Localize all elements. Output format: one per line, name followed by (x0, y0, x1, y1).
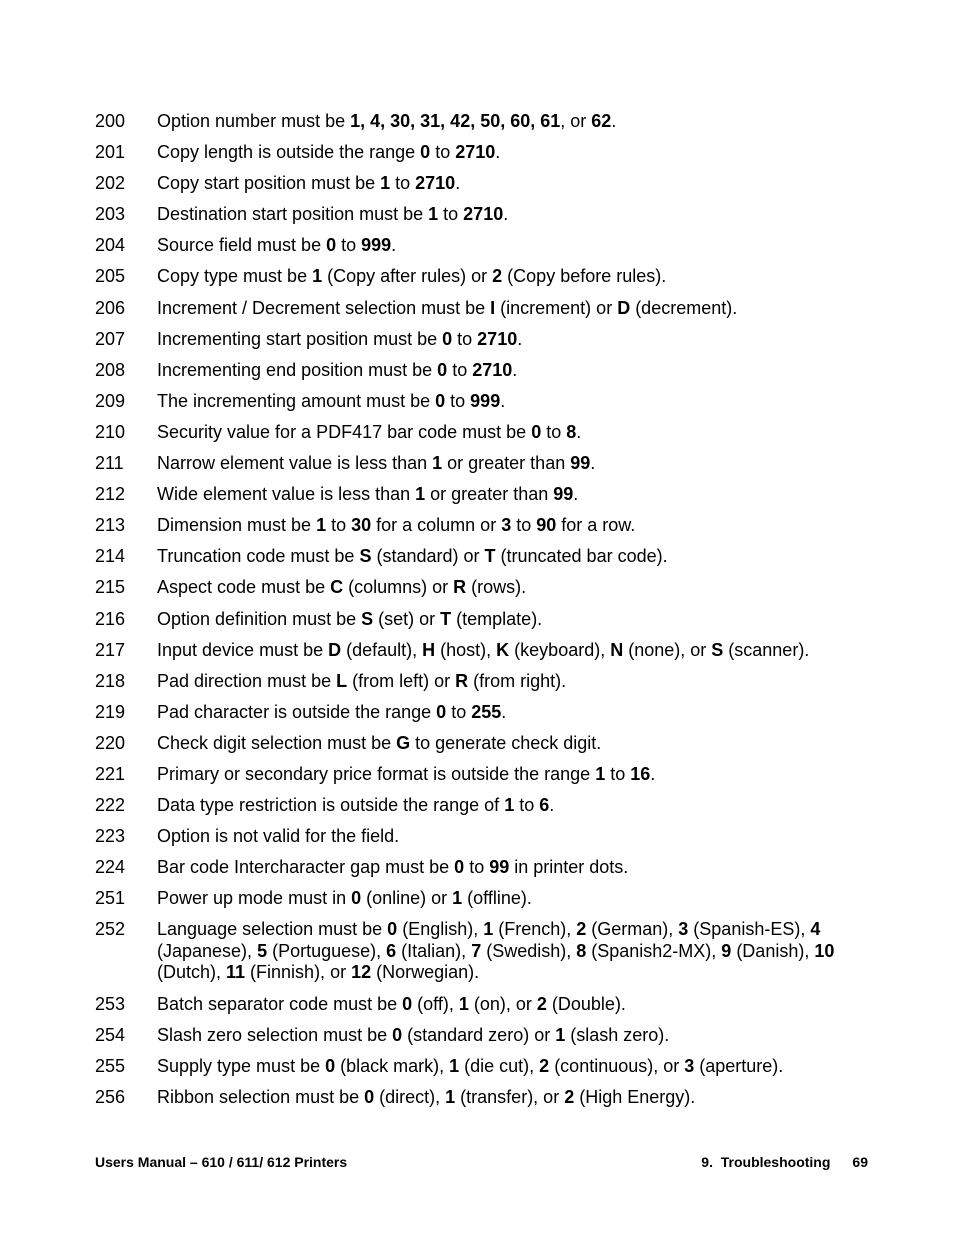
message-text: Slash zero selection must be (157, 1024, 393, 1045)
message-text: (rows). (466, 577, 527, 598)
error-entry (0, 453, 954, 475)
message-value: 12 (351, 962, 372, 983)
error-message (157, 484, 865, 506)
message-text: . (611, 111, 617, 131)
message-value: 3 (678, 919, 689, 940)
message-value: 0 (364, 1086, 375, 1107)
error-entry (0, 826, 954, 848)
error-code-list (0, 111, 954, 1118)
error-entry (0, 484, 954, 506)
message-text: Option number must be (157, 111, 351, 131)
message-value: N (610, 639, 624, 660)
message-value: 0 (531, 421, 542, 442)
message-value: 90 (536, 515, 557, 536)
message-text: (slash zero). (565, 1024, 670, 1045)
message-text: . (573, 484, 579, 505)
message-value: 1 (432, 453, 443, 474)
message-text: (Copy after rules) or (322, 266, 493, 287)
error-entry (0, 515, 954, 537)
message-text: or greater than (442, 453, 571, 474)
error-entry (0, 888, 954, 910)
error-message (157, 795, 865, 817)
error-code: 256 (95, 1086, 126, 1107)
error-entry (0, 577, 954, 599)
error-entry (0, 671, 954, 693)
error-code: 211 (95, 453, 124, 474)
error-code: 202 (95, 173, 126, 194)
message-value: 2710 (455, 142, 496, 163)
message-text: to (447, 359, 473, 380)
message-text: to (511, 515, 537, 536)
message-text: Source field must be (157, 235, 327, 256)
message-value: R (453, 577, 467, 598)
error-message (157, 546, 865, 568)
message-text: . (517, 328, 523, 349)
error-code: 214 (95, 546, 126, 567)
message-text: Ribbon selection must be (157, 1086, 365, 1107)
message-value: D (328, 639, 342, 660)
error-code: 254 (95, 1024, 126, 1045)
message-value: 6 (539, 795, 550, 816)
message-text: Security value for a PDF417 bar code must be (157, 421, 532, 442)
message-text: (offline). (462, 888, 532, 909)
message-text: (Swedish), (481, 940, 577, 961)
error-message (157, 733, 865, 755)
message-value: 1 (458, 993, 469, 1014)
message-value: L (336, 670, 348, 691)
message-text: (standard) or (371, 546, 485, 567)
message-text: . (650, 763, 656, 784)
message-text: to (390, 173, 416, 194)
message-value: 2710 (415, 173, 456, 194)
error-entry (0, 235, 954, 257)
message-value: 255 (471, 701, 502, 722)
message-value: 999 (470, 390, 501, 411)
message-value: 1 (595, 763, 606, 784)
message-value: 0 (420, 142, 431, 163)
message-value: H (422, 639, 436, 660)
message-value: 0 (442, 328, 453, 349)
message-text: (German), (586, 919, 679, 940)
error-message (157, 204, 865, 226)
error-entry (0, 702, 954, 724)
message-value: 0 (325, 1055, 336, 1076)
message-value: 99 (553, 484, 574, 505)
error-code: 200 (95, 111, 126, 131)
message-text: . (495, 142, 501, 163)
message-value: 1 (428, 204, 439, 225)
message-text: (Japanese), (157, 940, 258, 961)
message-text: Increment / Decrement selection must be (157, 297, 491, 318)
message-text: (direct), (374, 1086, 446, 1107)
message-value: 999 (361, 235, 392, 256)
error-code: 210 (95, 421, 126, 442)
error-entry (0, 640, 954, 662)
message-value: 30 (351, 515, 372, 536)
error-code: 251 (95, 888, 126, 909)
message-text: , or (560, 111, 592, 131)
message-text: (truncated bar code). (495, 546, 668, 567)
message-value: 99 (570, 453, 591, 474)
message-value: 1 (445, 1086, 456, 1107)
message-text: (increment) or (495, 297, 618, 318)
error-entry (0, 1025, 954, 1047)
message-value: S (361, 608, 374, 629)
message-value: 7 (471, 940, 482, 961)
message-text: (standard zero) or (402, 1024, 556, 1045)
message-text: to (514, 795, 540, 816)
message-text: Pad direction must be (157, 670, 337, 691)
message-value: 0 (454, 857, 465, 878)
error-entry (0, 142, 954, 164)
message-text: (Italian), (396, 940, 472, 961)
message-value: S (711, 639, 724, 660)
error-entry (0, 919, 954, 984)
message-text: . (576, 421, 582, 442)
message-text: (aperture). (694, 1055, 784, 1076)
message-value: 2710 (472, 359, 513, 380)
message-value: 10 (814, 940, 835, 961)
message-text: (Copy before rules). (502, 266, 667, 287)
error-code: 201 (95, 142, 126, 163)
message-text: . (501, 701, 507, 722)
error-message (157, 235, 865, 257)
error-message (157, 577, 865, 599)
error-message (157, 173, 865, 195)
message-text: (from right). (468, 670, 567, 691)
error-message (157, 826, 865, 848)
error-code: 204 (95, 235, 126, 256)
message-text: Wide element value is less than (157, 484, 416, 505)
message-text: Supply type must be (157, 1055, 326, 1076)
error-message (157, 142, 865, 164)
message-value: 4 (810, 919, 821, 940)
message-text: Copy type must be (157, 266, 313, 287)
error-message (157, 391, 865, 413)
message-value: S (359, 546, 372, 567)
error-code: 206 (95, 297, 126, 318)
message-text: (Portuguese), (267, 940, 387, 961)
error-message (157, 702, 865, 724)
error-code: 221 (95, 763, 126, 784)
error-code: 207 (95, 328, 126, 349)
message-value: K (496, 639, 510, 660)
message-text: (on), or (468, 993, 537, 1014)
message-text: Destination start position must be (157, 204, 429, 225)
message-text: (continuous), or (549, 1055, 685, 1076)
error-entry (0, 857, 954, 879)
message-text: to (430, 142, 456, 163)
message-text: Aspect code must be (157, 577, 331, 598)
message-text: (French), (493, 919, 577, 940)
message-text: to (605, 763, 631, 784)
message-value: 16 (630, 763, 651, 784)
error-entry (0, 733, 954, 755)
message-text: . (512, 359, 518, 380)
message-text: The incrementing amount must be (157, 390, 436, 411)
message-text: Data type restriction is outside the range of (157, 795, 505, 816)
message-text: to (438, 204, 464, 225)
error-code: 216 (95, 608, 126, 629)
error-code: 224 (95, 857, 126, 878)
message-value: 0 (387, 919, 398, 940)
error-message (157, 994, 865, 1016)
error-code: 212 (95, 484, 126, 505)
message-text: (Double). (546, 993, 626, 1014)
error-entry (0, 1056, 954, 1078)
message-text: to generate check digit. (410, 732, 602, 753)
error-entry (0, 795, 954, 817)
error-entry (0, 360, 954, 382)
message-text: for a row. (556, 515, 636, 536)
message-value: 1, 4, 30, 31, 42, 50, 60, 61 (350, 111, 561, 131)
message-text: Input device must be (157, 639, 329, 660)
error-message (157, 1087, 865, 1109)
error-message (157, 1025, 865, 1047)
message-value: 1 (449, 1055, 460, 1076)
message-text: (default), (341, 639, 423, 660)
error-message (157, 111, 865, 133)
message-value: 1 (504, 795, 515, 816)
message-text: Incrementing start position must be (157, 328, 443, 349)
message-text: in printer dots. (509, 857, 629, 878)
message-value: 8 (576, 940, 587, 961)
message-value: I (490, 297, 496, 318)
message-value: 5 (257, 940, 268, 961)
message-value: 11 (226, 962, 246, 983)
error-code: 213 (95, 515, 126, 536)
message-value: 1 (316, 515, 327, 536)
message-value: 8 (566, 421, 577, 442)
message-text: (host), (435, 639, 497, 660)
message-text: to (446, 701, 472, 722)
error-entry (0, 204, 954, 226)
message-text: . (455, 173, 461, 194)
message-text: (decrement). (630, 297, 738, 318)
message-text: (online) or (361, 888, 453, 909)
error-entry (0, 1087, 954, 1109)
error-message (157, 453, 865, 475)
message-text: (Spanish-ES), (688, 919, 811, 940)
error-code: 208 (95, 359, 126, 380)
message-value: D (617, 297, 631, 318)
message-text: . (503, 204, 509, 225)
message-value: 1 (312, 266, 323, 287)
message-text: Dimension must be (157, 515, 317, 536)
message-value: 0 (435, 390, 446, 411)
footer-section-and-page (701, 1154, 868, 1171)
footer-section-title: 9. Troubleshooting (701, 1154, 831, 1170)
error-message (157, 609, 865, 631)
message-text: (Danish), (731, 940, 815, 961)
error-code: 222 (95, 795, 126, 816)
error-message (157, 671, 865, 693)
error-message (157, 266, 865, 288)
message-text: Batch separator code must be (157, 993, 403, 1014)
message-text: (English), (397, 919, 484, 940)
error-message (157, 329, 865, 351)
message-text: Incrementing end position must be (157, 359, 438, 380)
message-text: Option definition must be (157, 608, 362, 629)
error-code: 253 (95, 993, 126, 1014)
error-entry (0, 329, 954, 351)
message-value: 0 (436, 701, 447, 722)
message-value: 1 (555, 1024, 566, 1045)
message-value: 2 (539, 1055, 550, 1076)
error-entry (0, 994, 954, 1016)
message-text: Narrow element value is less than (157, 453, 433, 474)
message-value: 0 (326, 235, 337, 256)
message-value: 1 (452, 888, 463, 909)
error-message (157, 515, 865, 537)
message-text: (die cut), (459, 1055, 540, 1076)
message-text: (from left) or (347, 670, 456, 691)
error-entry (0, 266, 954, 288)
error-message (157, 857, 865, 879)
message-text: to (464, 857, 490, 878)
message-text: (Spanish2-MX), (586, 940, 722, 961)
message-text: Truncation code must be (157, 546, 360, 567)
message-text: (Norwegian). (371, 962, 480, 983)
error-message (157, 764, 865, 786)
message-value: 2710 (463, 204, 504, 225)
message-text: Option is not valid for the field. (157, 826, 400, 847)
message-value: T (484, 546, 496, 567)
error-code: 217 (95, 639, 126, 660)
message-text: (columns) or (343, 577, 454, 598)
message-value: 2 (536, 993, 547, 1014)
error-entry (0, 173, 954, 195)
message-text: Copy start position must be (157, 173, 381, 194)
message-value: 9 (721, 940, 732, 961)
error-message (157, 1056, 865, 1078)
message-value: 2 (492, 266, 503, 287)
error-message (157, 298, 865, 320)
message-text: (template). (451, 608, 543, 629)
message-text: (High Energy). (574, 1086, 696, 1107)
message-value: R (455, 670, 469, 691)
error-message (157, 360, 865, 382)
message-value: 1 (415, 484, 426, 505)
message-text: . (549, 795, 555, 816)
message-text: (set) or (373, 608, 441, 629)
message-value: 6 (386, 940, 397, 961)
error-entry (0, 546, 954, 568)
message-text: (Dutch), (157, 962, 227, 983)
message-text: . (391, 235, 397, 256)
error-code: 215 (95, 577, 126, 598)
error-entry (0, 111, 954, 133)
error-entry (0, 422, 954, 444)
error-code: 205 (95, 266, 126, 287)
error-entry (0, 764, 954, 786)
message-text: (transfer), or (455, 1086, 565, 1107)
error-entry (0, 391, 954, 413)
message-text: (black mark), (335, 1055, 450, 1076)
message-value: C (330, 577, 344, 598)
error-message (157, 422, 865, 444)
message-text: Language selection must be (157, 919, 388, 940)
message-value: 62 (591, 111, 612, 131)
message-value: 0 (392, 1024, 403, 1045)
page-number: 69 (852, 1154, 868, 1170)
error-code: 219 (95, 701, 126, 722)
error-message (157, 919, 865, 984)
error-code: 209 (95, 390, 126, 411)
message-text: for a column or (371, 515, 502, 536)
message-text: (scanner). (723, 639, 810, 660)
message-value: 0 (402, 993, 413, 1014)
error-code: 218 (95, 670, 126, 691)
message-value: G (396, 732, 411, 753)
message-text: Power up mode must in (157, 888, 352, 909)
error-code: 252 (95, 919, 126, 940)
message-value: 0 (351, 888, 362, 909)
message-text: (off), (412, 993, 459, 1014)
message-value: 1 (380, 173, 391, 194)
message-text: to (336, 235, 362, 256)
message-text: to (445, 390, 471, 411)
error-message (157, 888, 865, 910)
error-code: 223 (95, 826, 126, 847)
message-text: to (541, 421, 567, 442)
message-value: 3 (684, 1055, 695, 1076)
message-value: 0 (437, 359, 448, 380)
message-value: 3 (501, 515, 512, 536)
message-text: to (452, 328, 478, 349)
message-text: Bar code Intercharacter gap must be (157, 857, 455, 878)
message-value: 2 (564, 1086, 575, 1107)
message-text: (keyboard), (509, 639, 611, 660)
message-value: 2710 (477, 328, 518, 349)
error-code: 203 (95, 204, 126, 225)
message-text: to (326, 515, 352, 536)
message-value: 2 (576, 919, 587, 940)
message-value: 1 (483, 919, 494, 940)
error-message (157, 640, 865, 662)
message-text: Copy length is outside the range (157, 142, 421, 163)
error-code: 220 (95, 732, 126, 753)
error-code: 255 (95, 1055, 126, 1076)
message-text: (none), or (623, 639, 712, 660)
message-text: (Finnish), or (245, 962, 352, 983)
footer-manual-title: Users Manual – 610 / 611/ 612 Printers (95, 1154, 348, 1170)
message-value: T (440, 608, 452, 629)
message-text: . (590, 453, 596, 474)
message-text: . (500, 390, 506, 411)
message-value: 99 (489, 857, 510, 878)
message-text: Pad character is outside the range (157, 701, 437, 722)
error-entry (0, 609, 954, 631)
message-text: Check digit selection must be (157, 732, 397, 753)
error-entry (0, 298, 954, 320)
message-text: or greater than (425, 484, 554, 505)
message-text: Primary or secondary price format is outside the range (157, 763, 596, 784)
